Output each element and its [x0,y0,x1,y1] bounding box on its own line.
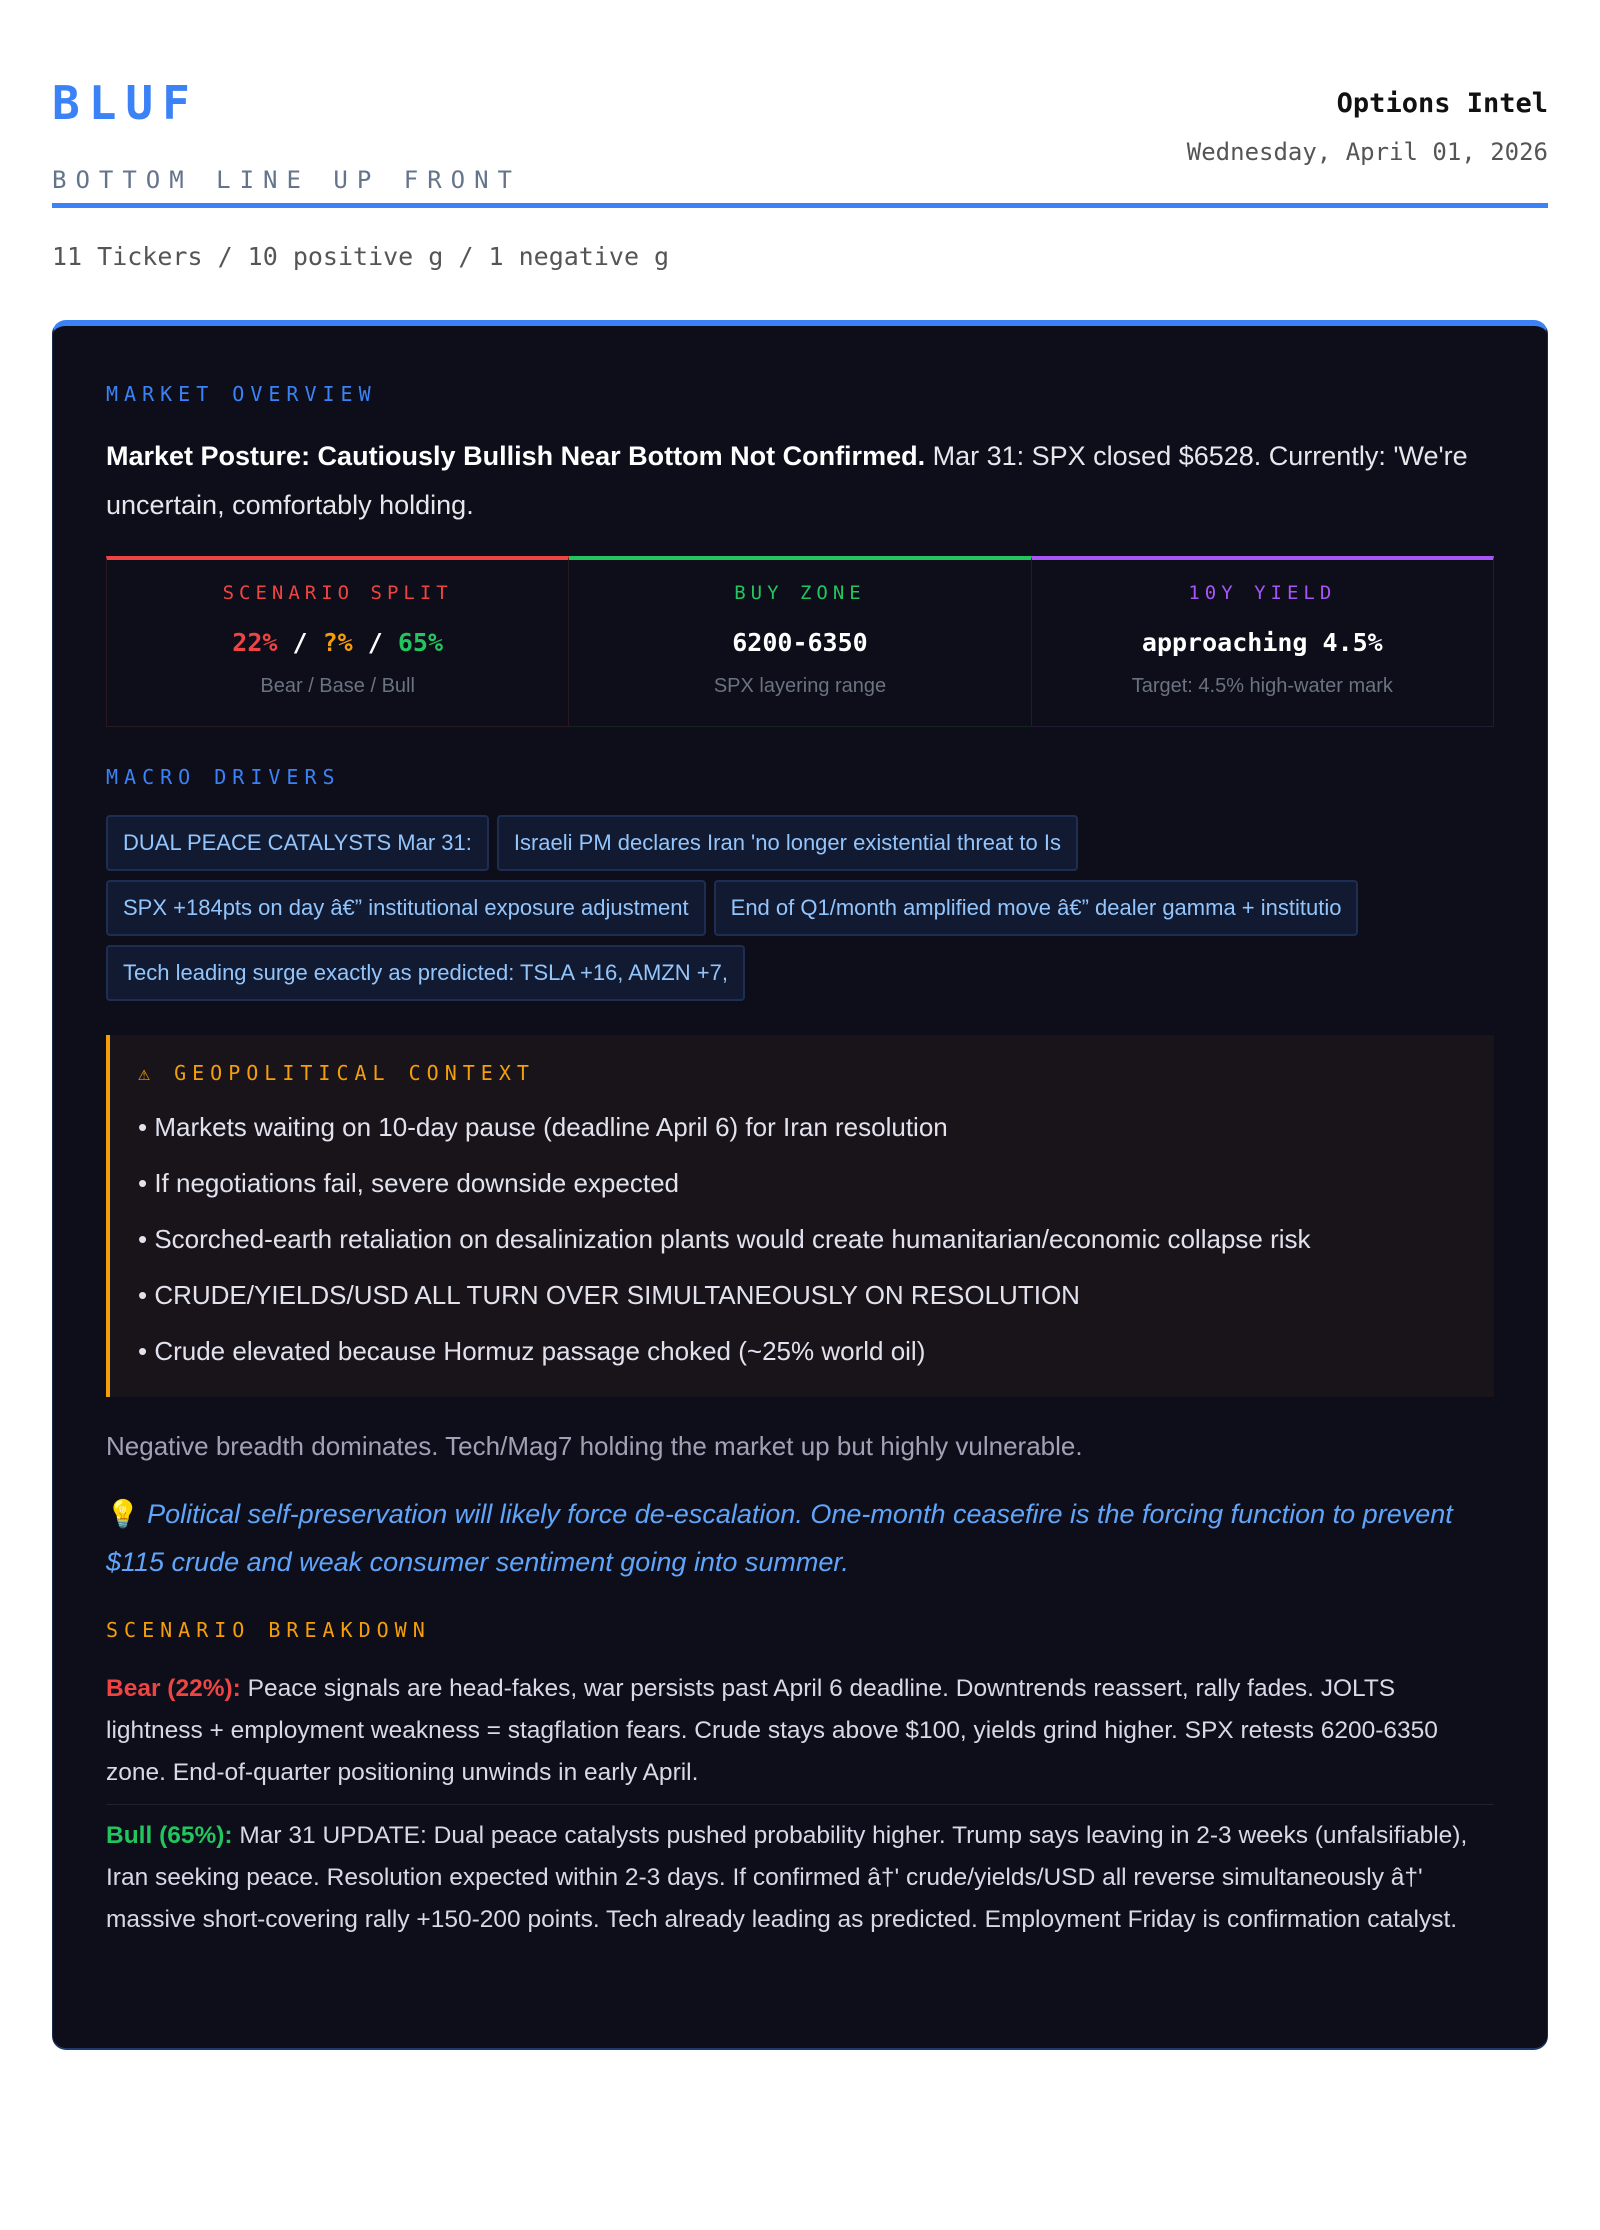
stat-label: BUY ZONE [734,582,866,604]
separator: / [277,628,323,657]
ticker-summary: 11 Tickers / 10 positive g / 1 negative g [52,242,670,271]
stat-label: SCENARIO SPLIT [222,582,453,604]
insight-text: Political self-preservation will likely force de-escalation. One-month ceasefire is the forcing function to prevent $115 crude and weak consumer sentiment going into summer. [106,1499,1453,1577]
insight-note [106,1490,1494,1586]
app-name: Options Intel [1336,88,1548,119]
breadth-note: Negative breadth dominates. Tech/Mag7 holding the market up but highly vulnerable. [106,1431,1083,1461]
stat-label: 10Y YIELD [1188,582,1337,604]
page-header [52,70,1548,208]
posture-headline: Market Posture: Cautiously Bullish Near Bottom Not Confirmed. [106,441,926,471]
section-label-market-overview: MARKET OVERVIEW [106,382,377,406]
stat-sub: SPX layering range [713,675,887,697]
bull-label: Bull (65%): [106,1822,233,1849]
stats-grid [106,556,1494,727]
report-date: Wednesday, April 01, 2026 [1186,138,1548,166]
stat-buy-zone [569,556,1031,727]
stat-value [107,628,568,657]
stat-sub: Target: 4.5% high-water mark [1131,675,1393,697]
stat-value: approaching 4.5% [1141,628,1383,657]
geo-label: GEOPOLITICAL CONTEXT [174,1061,535,1085]
macro-tag: End of Q1/month amplified move â€” dealer gamma + institutio [714,880,1359,936]
brand-tagline: BOTTOM LINE UP FRONT [52,166,521,194]
lightbulb-icon: 💡 [106,1499,140,1529]
macro-tag: SPX +184pts on day â€” institutional exposure adjustment [106,880,706,936]
market-overview-card [52,320,1548,2050]
bull-pct: 65% [397,628,444,657]
warning-icon: ⚠ [138,1061,157,1085]
macro-tag: Israeli PM declares Iran 'no longer existential threat to Is [497,815,1078,871]
geo-item: • If negotiations fail, severe downside expected [138,1168,679,1198]
geopolitical-context [106,1035,1494,1397]
separator: / [352,628,398,657]
base-pct: ?% [322,628,353,657]
bull-text: Mar 31 UPDATE: Dual peace catalysts pushed probability higher. Trump says leaving in 2-3 weeks (unfalsifiable), Iran seeking peace. Resolution expected within 2-3 days. If confirmed â†' crude/yields/USD all reverse simultaneously â†' massive short-covering rally +150-200 points. Tech already leading as predicted. Employment Friday is confirmation catalyst. [106,1822,1468,1933]
posture-text: Mar 31: SPX closed $6528. Currently: 'We're uncertain, comfortably holding. [106,441,1468,520]
section-label-scenario-breakdown: SCENARIO BREAKDOWN [106,1618,431,1642]
brand-title: BLUF [52,76,199,130]
geo-item: • Markets waiting on 10-day pause (deadline April 6) for Iran resolution [138,1112,948,1142]
geo-item: • Crude elevated because Hormuz passage choked (~25% world oil) [138,1336,926,1366]
stat-value: 6200-6350 [732,628,868,657]
section-label-macro-drivers: MACRO DRIVERS [106,765,341,789]
bear-label: Bear (22%): [106,1675,241,1702]
macro-driver-tags [106,815,1506,1001]
geo-item: • Scorched-earth retaliation on desalinization plants would create humanitarian/economic collapse risk [138,1224,1311,1254]
stat-sub: Bear / Base / Bull [260,675,415,697]
geo-header [138,1061,1464,1085]
scenario-bear [106,1668,1494,1805]
macro-tag: Tech leading surge exactly as predicted: TSLA +16, AMZN +7, [106,945,745,1001]
stat-10y-yield [1032,556,1494,727]
bear-text: Peace signals are head-fakes, war persists past April 6 deadline. Downtrends reassert, rally fades. JOLTS lightness + employment weakness = stagflation fears. Crude stays above $100, yields grind higher. SPX retests 6200-6350 zone. End-of-quarter positioning unwinds in early April. [106,1675,1438,1786]
scenario-bull [106,1815,1494,1941]
bear-pct: 22% [232,628,278,657]
stat-scenario-split [106,556,569,727]
market-posture [106,432,1494,530]
macro-tag: DUAL PEACE CATALYSTS Mar 31: [106,815,489,871]
geo-item: • CRUDE/YIELDS/USD ALL TURN OVER SIMULTANEOUSLY ON RESOLUTION [138,1280,1080,1310]
